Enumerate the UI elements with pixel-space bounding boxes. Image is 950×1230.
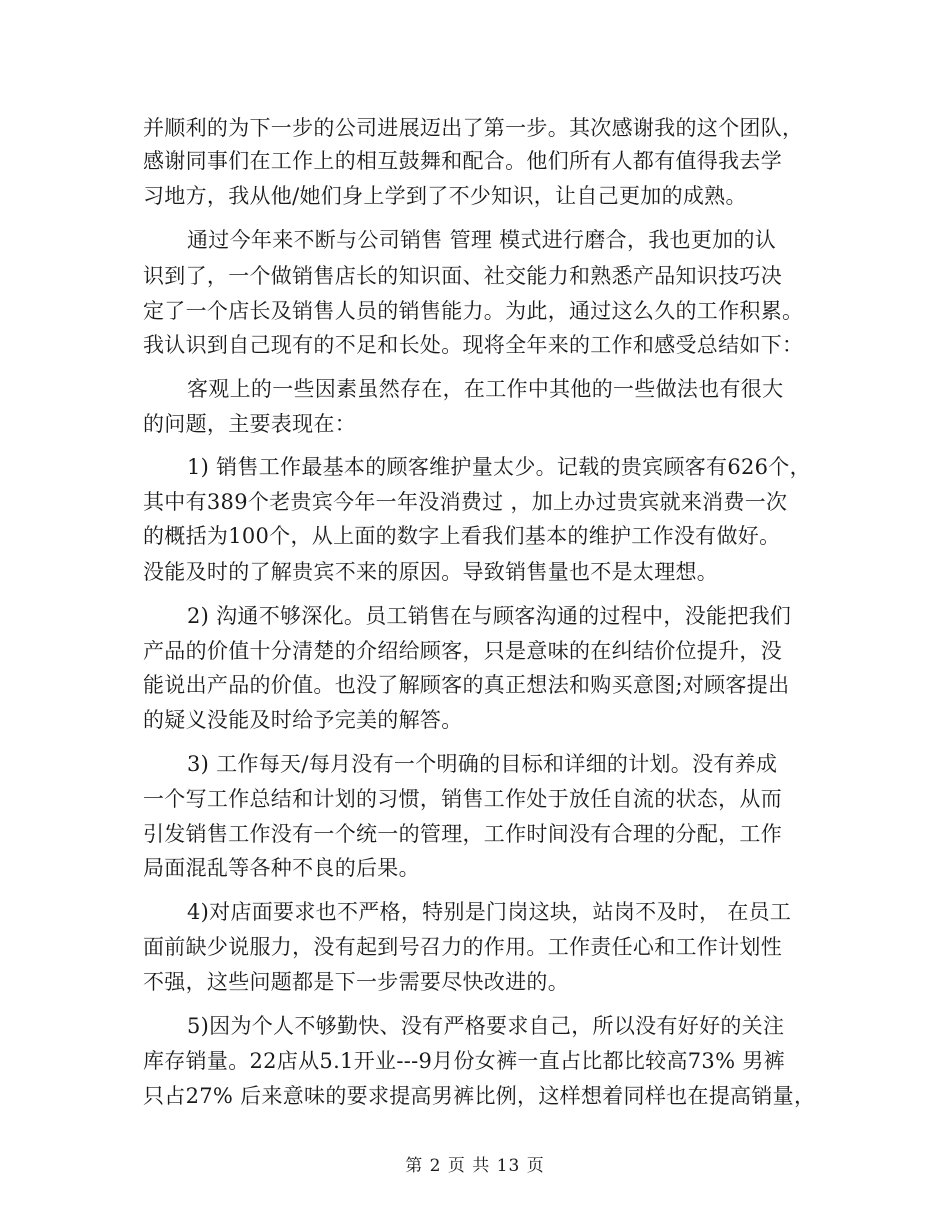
text-line: 通过今年来不断与公司销售 管理 模式进行磨合，我也更加的认 — [187, 228, 777, 252]
text-line: 不强，这些问题都是下一步需要尽快改进的。 — [143, 970, 569, 994]
text-line: 识到了，一个做销售店长的知识面、社交能力和熟悉产品知识技巧决 — [143, 264, 782, 288]
text-line: 其中有389个老贵宾今年一年没消费过 ，加上办过贵宾就来消费一次 — [143, 490, 788, 514]
text-line: 5)因为个人不够勤快、没有严格要求自己，所以没有好好的关注 — [187, 1014, 785, 1038]
text-line: 局面混乱等各种不良的后果。 — [143, 856, 420, 880]
text-line: 没能及时的了解贵宾不来的原因。导致销售量也不是太理想。 — [143, 560, 719, 584]
text-line: 引发销售工作没有一个统一的管理，工作时间没有合理的分配，工作 — [143, 822, 782, 846]
text-line: 一个写工作总结和计划的习惯，销售工作处于放任自流的状态，从而 — [143, 787, 782, 811]
text-line: 感谢同事们在工作上的相互鼓舞和配合。他们所有人都有值得我去学 — [143, 149, 782, 173]
text-line: 定了一个店长及销售人员的销售能力。为此，通过这么久的工作积累。 — [143, 299, 804, 323]
page-number-footer: 第 2 页 共 13 页 — [405, 1156, 545, 1176]
text-line: 库存销量。22店从5.1开业---9月份女裤一直占比都比较高73% 男裤 — [143, 1049, 785, 1073]
text-line: 客观上的一些因素虽然存在，在工作中其他的一些做法也有很大 — [187, 377, 784, 401]
text-line: 的概括为100个，从上面的数字上看我们基本的维护工作没有做好。 — [143, 524, 781, 548]
text-line: 并顺利的为下一步的公司进展迈出了第一步。其次感谢我的这个团队， — [143, 116, 804, 140]
text-line: 的问题，主要表现在： — [143, 412, 356, 436]
text-line: 我认识到自己现有的不足和长处。现将全年来的工作和感受总结如下： — [143, 333, 804, 357]
text-line: 的疑义没能及时给予完美的解答。 — [143, 708, 463, 732]
text-line: 面前缺少说服力，没有起到号召力的作用。工作责任心和工作计划性 — [143, 935, 782, 959]
text-line: 3) 工作每天/每月没有一个明确的目标和详细的计划。没有养成 — [187, 752, 778, 776]
text-line: 能说出产品的价值。也没了解顾客的真正想法和购买意图;对顾客提出 — [143, 673, 790, 697]
text-line: 习地方，我从他/她们身上学到了不少知识，让自己更加的成熟。 — [143, 184, 747, 208]
text-line: 4)对店面要求也不严格，特别是门岗这块，站岗不及时， 在员工 — [187, 900, 792, 924]
text-line: 只占27% 后来意味的要求提高男裤比例，这样想着同样也在提高销量， — [143, 1084, 816, 1108]
text-line: 1) 销售工作最基本的顾客维护量太少。记载的贵宾顾客有626个， — [187, 455, 811, 479]
text-line: 2) 沟通不够深化。员工销售在与顾客沟通的过程中，没能把我们 — [187, 604, 792, 628]
text-line: 产品的价值十分清楚的介绍给顾客，只是意味的在纠结价位提升，没 — [143, 639, 782, 663]
